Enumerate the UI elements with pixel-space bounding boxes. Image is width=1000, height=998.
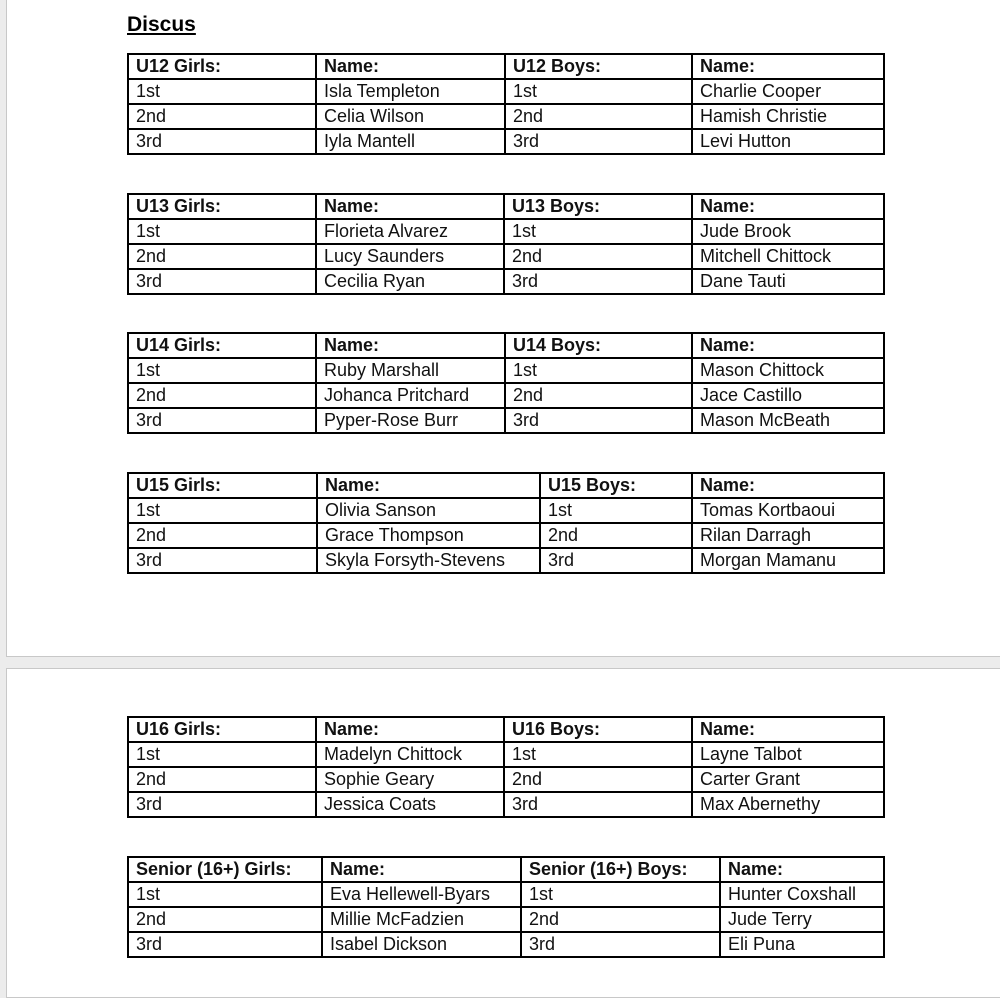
table-row xyxy=(128,523,884,548)
girls-place: 3rd xyxy=(128,548,317,573)
boys-name: Dane Tauti xyxy=(692,269,884,294)
boys-name: Mason Chittock xyxy=(692,358,884,383)
table-row xyxy=(128,79,884,104)
girls-name: Madelyn Chittock xyxy=(316,742,504,767)
girls-name: Millie McFadzien xyxy=(322,907,521,932)
girls-name-header: Name: xyxy=(322,857,521,882)
girls-place: 2nd xyxy=(128,104,316,129)
table-row xyxy=(128,104,884,129)
table-row xyxy=(128,767,884,792)
boys-place: 1st xyxy=(505,79,692,104)
boys-name: Max Abernethy xyxy=(692,792,884,817)
boys-category-header: U15 Boys: xyxy=(540,473,692,498)
table-header-row xyxy=(128,194,884,219)
girls-category-header: U14 Girls: xyxy=(128,333,316,358)
table-header-row xyxy=(128,717,884,742)
boys-place: 2nd xyxy=(540,523,692,548)
boys-name: Morgan Mamanu xyxy=(692,548,884,573)
girls-name-header: Name: xyxy=(316,333,505,358)
boys-name-header: Name: xyxy=(692,473,884,498)
document-title: Discus xyxy=(127,13,196,36)
boys-name-header: Name: xyxy=(692,333,884,358)
girls-name: Florieta Alvarez xyxy=(316,219,504,244)
girls-name: Sophie Geary xyxy=(316,767,504,792)
girls-place: 2nd xyxy=(128,907,322,932)
table-row xyxy=(128,408,884,433)
girls-place: 2nd xyxy=(128,244,316,269)
boys-place: 3rd xyxy=(521,932,720,957)
boys-category-header: U14 Boys: xyxy=(505,333,692,358)
boys-name: Rilan Darragh xyxy=(692,523,884,548)
girls-name-header: Name: xyxy=(316,717,504,742)
u15-results-table xyxy=(127,472,885,574)
boys-place: 3rd xyxy=(505,408,692,433)
boys-place: 1st xyxy=(540,498,692,523)
girls-place: 3rd xyxy=(128,932,322,957)
boys-name: Hunter Coxshall xyxy=(720,882,884,907)
boys-name: Mason McBeath xyxy=(692,408,884,433)
girls-place: 1st xyxy=(128,498,317,523)
boys-name: Mitchell Chittock xyxy=(692,244,884,269)
boys-name: Carter Grant xyxy=(692,767,884,792)
boys-name-header: Name: xyxy=(692,194,884,219)
girls-name: Olivia Sanson xyxy=(317,498,540,523)
girls-name-header: Name: xyxy=(316,54,505,79)
girls-category-header: Senior (16+) Girls: xyxy=(128,857,322,882)
senior-results-table xyxy=(127,856,885,958)
boys-place: 1st xyxy=(505,358,692,383)
table-row xyxy=(128,269,884,294)
boys-category-header: Senior (16+) Boys: xyxy=(521,857,720,882)
table-row xyxy=(128,244,884,269)
boys-name: Jude Terry xyxy=(720,907,884,932)
boys-place: 2nd xyxy=(505,104,692,129)
table-header-row xyxy=(128,473,884,498)
girls-place: 2nd xyxy=(128,523,317,548)
boys-name: Eli Puna xyxy=(720,932,884,957)
girls-place: 3rd xyxy=(128,408,316,433)
boys-place: 3rd xyxy=(504,269,692,294)
u12-results-table xyxy=(127,53,885,155)
table-row xyxy=(128,219,884,244)
girls-name: Jessica Coats xyxy=(316,792,504,817)
table-row xyxy=(128,383,884,408)
boys-name: Jude Brook xyxy=(692,219,884,244)
boys-place: 1st xyxy=(521,882,720,907)
boys-name: Hamish Christie xyxy=(692,104,884,129)
girls-name: Ruby Marshall xyxy=(316,358,505,383)
girls-name: Isabel Dickson xyxy=(322,932,521,957)
boys-name: Jace Castillo xyxy=(692,383,884,408)
girls-name: Grace Thompson xyxy=(317,523,540,548)
girls-category-header: U13 Girls: xyxy=(128,194,316,219)
table-header-row xyxy=(128,333,884,358)
girls-place: 1st xyxy=(128,742,316,767)
girls-place: 1st xyxy=(128,358,316,383)
girls-place: 2nd xyxy=(128,383,316,408)
u14-results-table xyxy=(127,332,885,434)
document-page-2 xyxy=(6,668,1000,998)
girls-place: 2nd xyxy=(128,767,316,792)
boys-place: 1st xyxy=(504,742,692,767)
table-row xyxy=(128,792,884,817)
boys-name-header: Name: xyxy=(692,717,884,742)
girls-place: 1st xyxy=(128,882,322,907)
girls-name: Eva Hellewell-Byars xyxy=(322,882,521,907)
boys-category-header: U12 Boys: xyxy=(505,54,692,79)
girls-name: Skyla Forsyth-Stevens xyxy=(317,548,540,573)
girls-place: 1st xyxy=(128,219,316,244)
girls-name-header: Name: xyxy=(316,194,504,219)
girls-name: Celia Wilson xyxy=(316,104,505,129)
boys-place: 2nd xyxy=(505,383,692,408)
girls-place: 3rd xyxy=(128,129,316,154)
u13-results-table xyxy=(127,193,885,295)
boys-category-header: U13 Boys: xyxy=(504,194,692,219)
boys-place: 1st xyxy=(504,219,692,244)
table-header-row xyxy=(128,857,884,882)
u16-results-table xyxy=(127,716,885,818)
table-row xyxy=(128,742,884,767)
table-row xyxy=(128,932,884,957)
table-row xyxy=(128,882,884,907)
girls-name: Pyper-Rose Burr xyxy=(316,408,505,433)
boys-name: Tomas Kortbaoui xyxy=(692,498,884,523)
table-row xyxy=(128,358,884,383)
girls-category-header: U16 Girls: xyxy=(128,717,316,742)
table-row xyxy=(128,548,884,573)
boys-place: 2nd xyxy=(521,907,720,932)
girls-place: 3rd xyxy=(128,269,316,294)
girls-name: Isla Templeton xyxy=(316,79,505,104)
girls-place: 1st xyxy=(128,79,316,104)
boys-name: Levi Hutton xyxy=(692,129,884,154)
boys-name-header: Name: xyxy=(692,54,884,79)
girls-name: Cecilia Ryan xyxy=(316,269,504,294)
boys-name: Layne Talbot xyxy=(692,742,884,767)
boys-place: 2nd xyxy=(504,767,692,792)
boys-name-header: Name: xyxy=(720,857,884,882)
girls-name: Lucy Saunders xyxy=(316,244,504,269)
boys-place: 3rd xyxy=(504,792,692,817)
girls-name-header: Name: xyxy=(317,473,540,498)
boys-place: 3rd xyxy=(505,129,692,154)
girls-name: Iyla Mantell xyxy=(316,129,505,154)
boys-place: 2nd xyxy=(504,244,692,269)
table-row xyxy=(128,907,884,932)
table-header-row xyxy=(128,54,884,79)
girls-category-header: U12 Girls: xyxy=(128,54,316,79)
table-row xyxy=(128,129,884,154)
girls-category-header: U15 Girls: xyxy=(128,473,317,498)
boys-place: 3rd xyxy=(540,548,692,573)
boys-name: Charlie Cooper xyxy=(692,79,884,104)
document-page-1 xyxy=(6,0,1000,657)
boys-category-header: U16 Boys: xyxy=(504,717,692,742)
table-row xyxy=(128,498,884,523)
girls-name: Johanca Pritchard xyxy=(316,383,505,408)
girls-place: 3rd xyxy=(128,792,316,817)
